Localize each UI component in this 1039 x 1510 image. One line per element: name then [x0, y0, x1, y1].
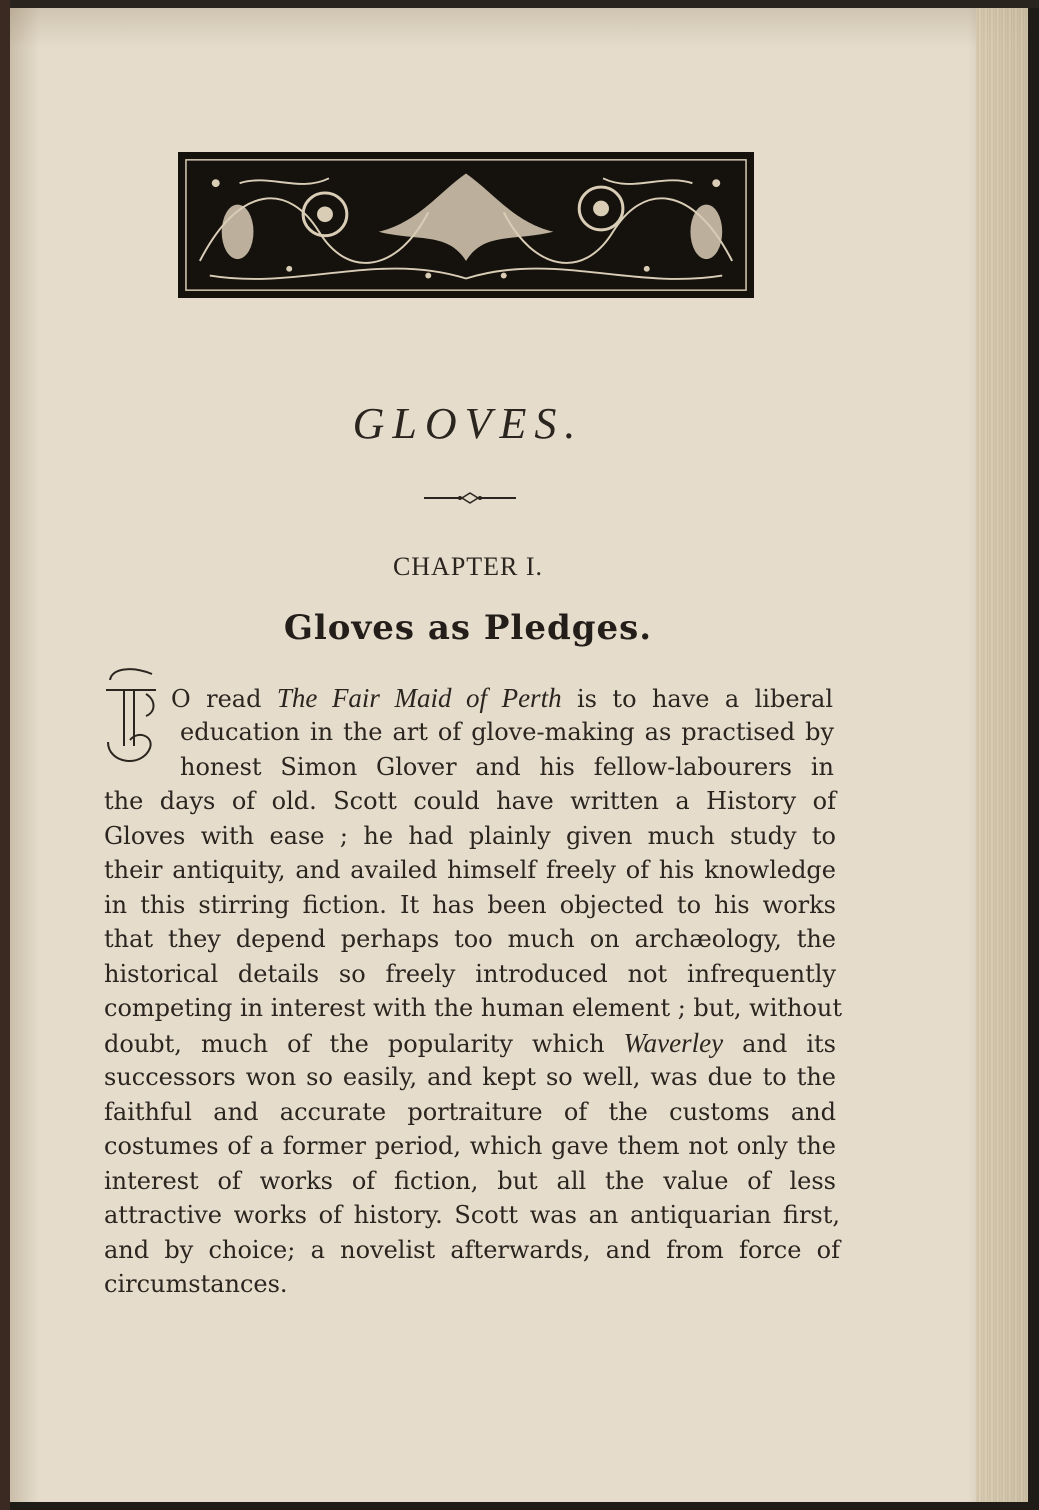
text-fragment: doubt, much of the popularity which: [104, 1030, 624, 1058]
text-line-5: Gloves with ease ; he had plainly given much study to: [104, 822, 836, 850]
text-fragment: is to have a liberal: [561, 685, 834, 713]
text-line-14: costumes of a former period, which gave them not only the: [104, 1132, 836, 1160]
ornamental-headpiece-icon: [178, 152, 754, 298]
text-fragment: O read: [171, 685, 277, 713]
text-line-1: [171, 683, 833, 713]
ornamental-initial-T-icon: [102, 664, 160, 772]
text-line-6: their antiquity, and availed himself freely of his knowledge: [104, 856, 836, 884]
text-fragment: and its: [723, 1030, 836, 1058]
book-title-italic: Waverley: [623, 1028, 724, 1058]
scan-top-border: [0, 0, 1039, 8]
chapter-heading: CHAPTER I.: [392, 552, 544, 581]
text-line-8: that they depend perhaps too much on archæology, the: [104, 925, 836, 953]
text-line-9: historical details so freely introduced not infrequently: [104, 960, 836, 988]
book-binding-edge: [0, 0, 10, 1510]
text-line-15: interest of works of fiction, but all the value of less: [104, 1167, 836, 1195]
chapter-subtitle: Gloves as Pledges.: [283, 608, 653, 648]
text-line-4: the days of old. Scott could have written a History of: [104, 787, 836, 815]
text-line-12: successors won so easily, and kept so well, was due to the: [104, 1063, 836, 1091]
page-title: GLOVES.: [352, 399, 584, 448]
text-line-11: [104, 1028, 836, 1058]
text-line-2: education in the art of glove-making as practised by: [180, 718, 834, 746]
text-line-18: circumstances.: [104, 1270, 288, 1298]
text-line-13: faithful and accurate portraiture of the customs and: [104, 1098, 836, 1126]
page-fore-edge: [976, 8, 1028, 1502]
diamond-rule-icon: [424, 488, 516, 508]
text-line-16: attractive works of history. Scott was an antiquarian first,: [104, 1201, 840, 1229]
text-line-7: in this stirring fiction. It has been objected to his works: [104, 891, 836, 919]
text-line-17: and by choice; a novelist afterwards, and from force of: [104, 1236, 840, 1264]
text-line-3: honest Simon Glover and his fellow-labourers in: [180, 753, 834, 781]
book-title-italic: The Fair Maid of Perth: [276, 683, 562, 713]
text-line-10: competing in interest with the human element ; but, without: [104, 994, 843, 1022]
